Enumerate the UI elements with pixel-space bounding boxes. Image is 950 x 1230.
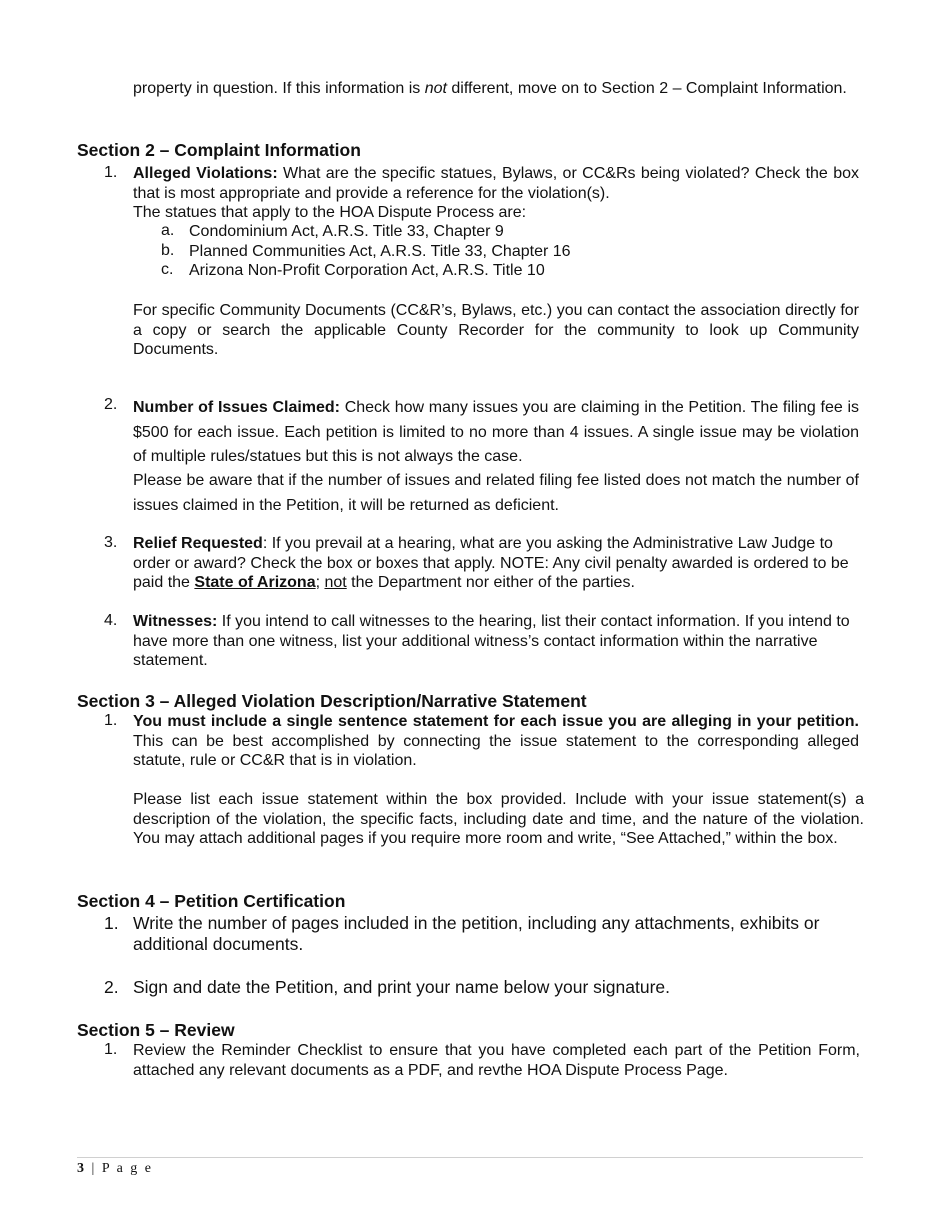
item-number: 1. <box>104 1041 118 1058</box>
section2-heading: Section 2 – Complaint Information <box>77 140 361 160</box>
statute-condominium: Condominium Act, A.R.S. Title 33, Chapter 9 <box>189 223 504 240</box>
review-instruction: Review the Reminder Checklist to ensure that you have completed each part of the Petition Form, attached any relevant documents as a PDF, and revthe HOA Dispute Process Page. <box>133 1042 860 1079</box>
not-emphasis: not <box>324 574 347 591</box>
list-letter: b. <box>161 242 175 259</box>
section4-heading: Section 4 – Petition Certification <box>77 891 346 911</box>
issue-statement-requirement: You must include a single sentence statement for each issue you are alleging in your petition. This can be best accomplished by connecting the issue statement to the corresponding alleged statute, rule or CC&R that is in violation. <box>133 713 859 769</box>
deficiency-warning: Please be aware that if the number of issues and related filing fee listed does not match the number of issues claimed in the Petition, it will be returned as deficient. <box>133 472 859 514</box>
item-number: 3. <box>104 534 118 551</box>
page-count-instruction: Write the number of pages included in the petition, including any attachments, exhibits or additional documents. <box>133 913 820 954</box>
section5-heading: Section 5 – Review <box>77 1020 235 1040</box>
intro-paragraph: property in question. If this information is not different, move on to Section 2 – Complaint Information. <box>133 80 847 97</box>
item-number: 2. <box>104 977 119 997</box>
statutes-intro: The statues that apply to the HOA Dispute Process are: <box>133 204 527 221</box>
footer-divider <box>77 1157 863 1158</box>
issue-statement-instructions: Please list each issue statement within the box provided. Include with your issue statement(s) a description of the violation, the specific facts, including date and time, and the nature of the violation. You may attach additional pages if you require more room and write, “See Attached,” within the box. <box>133 791 864 847</box>
item-number: 2. <box>104 396 118 413</box>
statute-planned-communities: Planned Communities Act, A.R.S. Title 33, Chapter 16 <box>189 243 571 260</box>
community-documents-note: For specific Community Documents (CC&R’s, Bylaws, etc.) you can contact the association directly for a copy or search the applicable County Recorder for the community to look up Community Documents. <box>133 302 859 358</box>
list-letter: c. <box>161 261 174 278</box>
page-number: 3 <box>77 1161 86 1176</box>
statute-nonprofit: Arizona Non-Profit Corporation Act, A.R.S. Title 10 <box>189 262 545 279</box>
signature-instruction: Sign and date the Petition, and print your name below your signature. <box>133 977 671 997</box>
issues-claimed-paragraph: Number of Issues Claimed: Check how many issues you are claiming in the Petition. The filing fee is $500 for each issue. Each petition is limited to no more than 4 issues. A single issue may be violation of multiple rules/statues but this is not always the case. <box>133 399 859 465</box>
state-of-arizona-emphasis: State of Arizona <box>194 574 316 591</box>
item-number: 4. <box>104 612 118 629</box>
item-number: 1. <box>104 164 118 181</box>
alleged-violations-paragraph: Alleged Violations: What are the specific statues, Bylaws, or CC&Rs being violated? Check the box that is most appropriate and provide a reference for the violation(s). <box>133 165 860 202</box>
relief-requested-paragraph: Relief Requested: If you prevail at a hearing, what are you asking the Administrative Law Judge to order or award? Check the box or boxes that apply. NOTE: Any civil penalty awarded is ordered to be paid the State of Arizona; not the Department nor either of the parties. <box>133 535 849 591</box>
section3-heading: Section 3 – Alleged Violation Description/Narrative Statement <box>77 691 587 711</box>
page-footer: 3 | P a g e <box>77 1161 154 1176</box>
item-number: 1. <box>104 712 118 729</box>
list-letter: a. <box>161 222 175 239</box>
page-label: P a g e <box>101 1161 154 1176</box>
witnesses-paragraph: Witnesses: If you intend to call witnesses to the hearing, list their contact information. If you intend to have more than one witness, list your additional witness’s contact information within the narrative statement. <box>133 613 850 669</box>
intro-emphasis: not <box>424 80 447 97</box>
item-number: 1. <box>104 913 119 933</box>
